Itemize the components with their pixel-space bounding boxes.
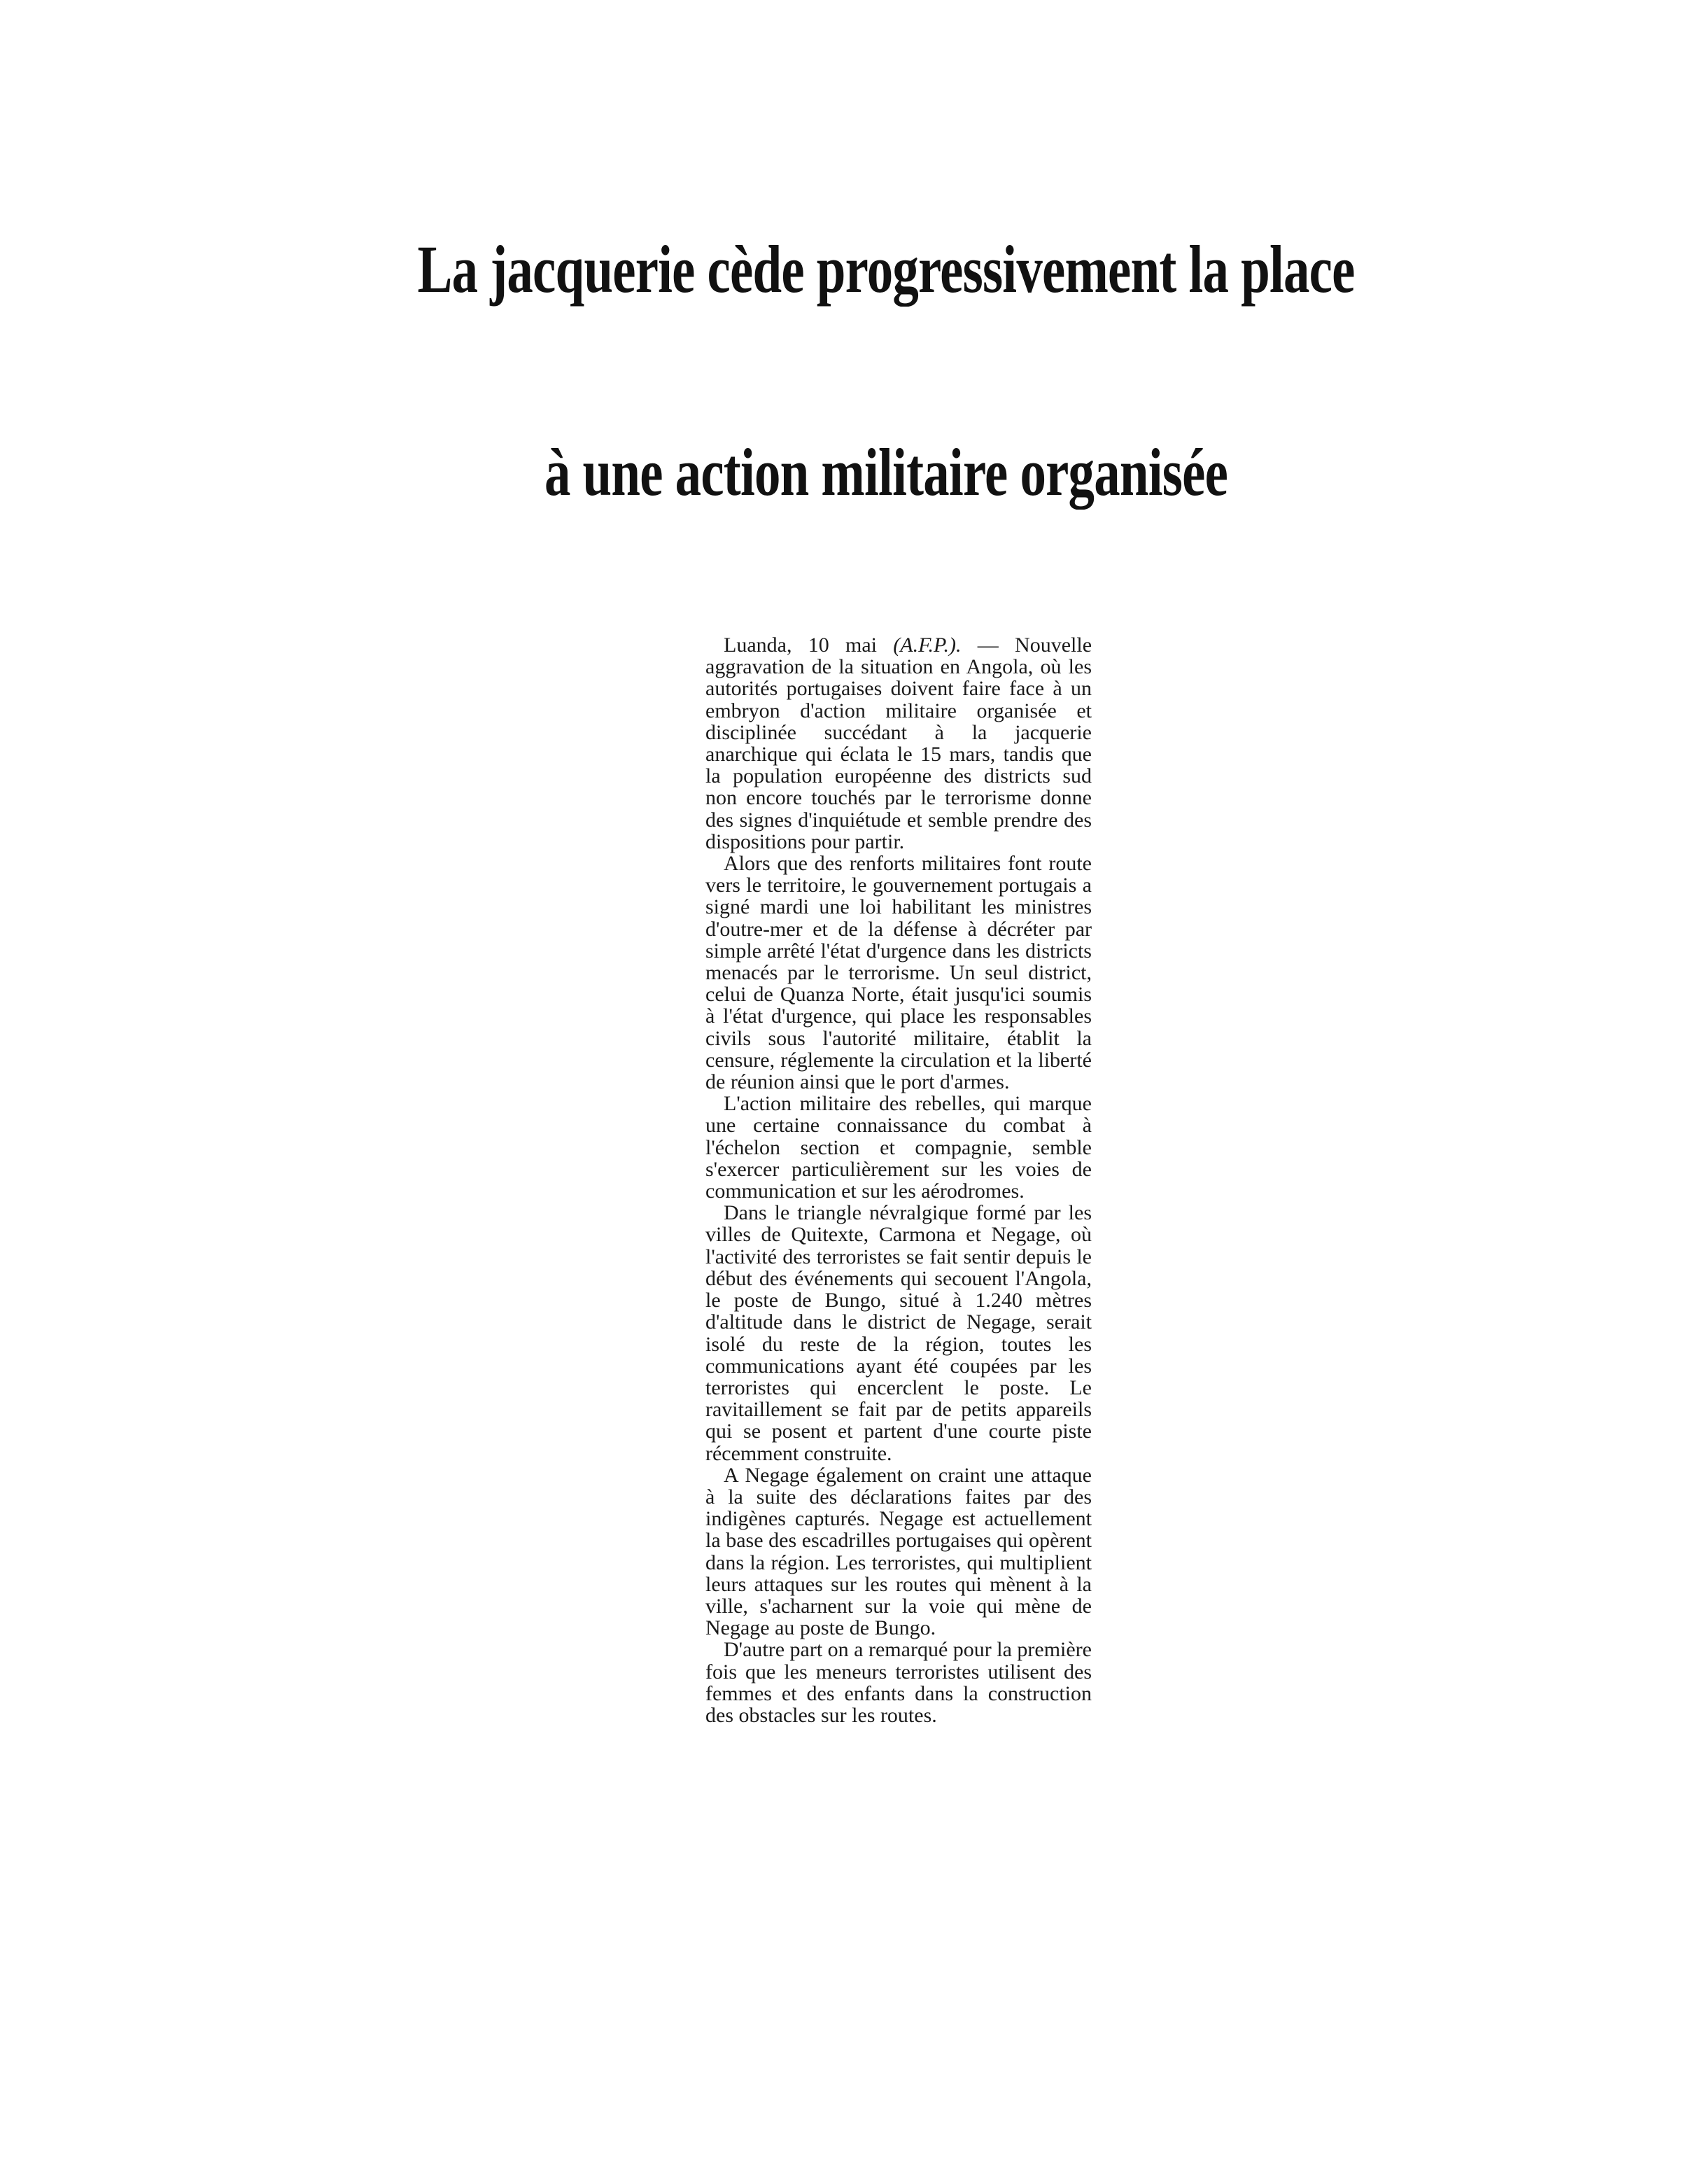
paragraph-1-text: Nouvelle aggravation de la situation en Angola, où les autorités portugaises doivent faire face à un embryon d'action militaire organisée et disciplinée succédant à la jacquerie anarchique qui éclata le 15 mars, tandis que la population européenne des districts sud non encore touchés par le terrorisme donne des signes d'inquiétude et semble prendre des dispositions pour partir. bbox=[705, 634, 1092, 853]
article-paragraph-6: D'autre part on a remarqué pour la première fois que les meneurs terroristes utilisent des femmes et des enfants dans la construction des obstacles sur les routes. bbox=[705, 1638, 1092, 1727]
article-paragraph-4: Dans le triangle névralgique formé par les villes de Quitexte, Carmona et Negage, où l'activité des terroristes se fait sentir depuis le début des événements qui secouent l'Angola, le poste de Bungo, situé à 1.240 mètres d'altitude dans le district de Negage, serait isolé du reste de la région, toutes les communications ayant été coupées par les terroristes qui encerclent le poste. Le ravitaillement se fait par de petits appareils qui se posent et partent d'une courte piste récemment construite. bbox=[705, 1201, 1092, 1465]
article-paragraph-2: Alors que des renforts militaires font route vers le territoire, le gouvernement portugais a signé mardi une loi habilitant les ministres d'outre-mer et de la défense à décréter par simple arrêté l'état d'urgence dans les districts menacés par le terrorisme. Un seul district, celui de Quanza Norte, était jusqu'ici soumis à l'état d'urgence, qui place les responsables civils sous l'autorité militaire, établit la censure, réglemente la circulation et la liberté de réunion ainsi que le port d'armes. bbox=[705, 852, 1092, 1094]
article-paragraph-3: L'action militaire des rebelles, qui marque une certaine connaissance du combat à l'échelon section et compagnie, semble s'exercer particulièrement sur les voies de communication et sur les aérodromes. bbox=[705, 1092, 1092, 1203]
dateline: Luanda, 10 mai bbox=[724, 634, 877, 657]
headline-line-1: La jacquerie cède progressivement la place bbox=[417, 232, 1355, 307]
agency-credit: (A.F.P.). bbox=[893, 634, 962, 657]
dateline-dash: — bbox=[961, 634, 1015, 657]
headline-line-2: à une action militaire organisée bbox=[544, 435, 1228, 510]
article-paragraph-1 bbox=[705, 634, 1092, 853]
article-body bbox=[705, 634, 1092, 1726]
article-paragraph-5: A Negage également on craint une attaque à la suite des déclarations faites par des indigènes capturés. Negage est actuellement la base des escadrilles portugaises qui opèrent dans la région. Les terroristes, qui multiplient leurs attaques sur les routes qui mènent à la ville, s'acharnent sur la voie qui mène de Negage au poste de Bungo. bbox=[705, 1463, 1092, 1640]
